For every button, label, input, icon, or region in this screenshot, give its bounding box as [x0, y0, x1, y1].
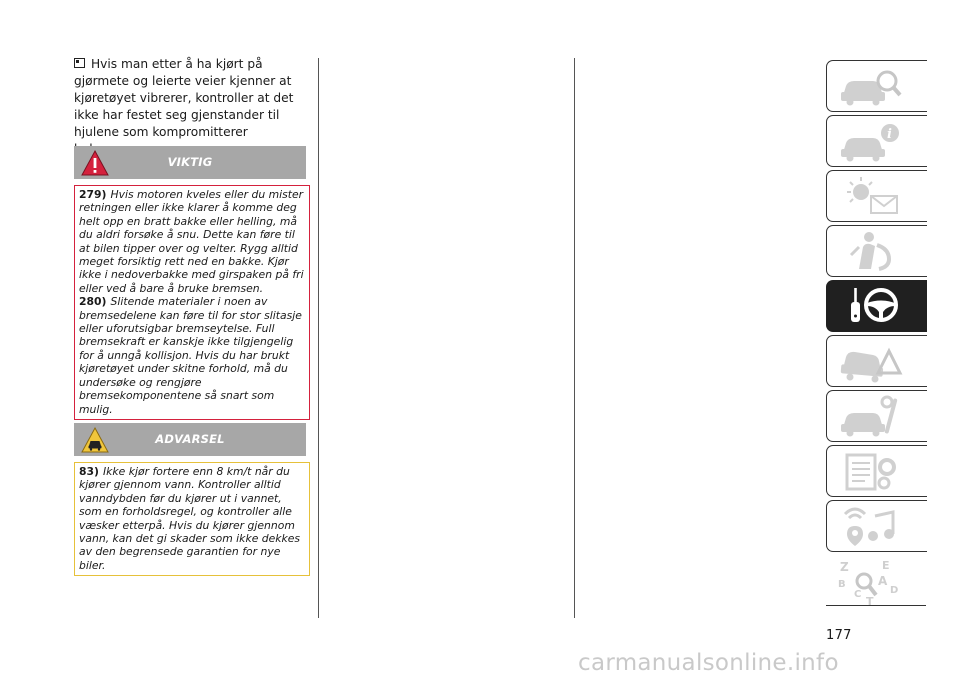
svg-text:i: i [887, 127, 892, 142]
index-letter: B [838, 579, 846, 590]
warning-item-text: Slitende materialer i noen av bremsedelene kan føre til for stor slitasje eller uforutsigbar bremseytelse. Full bremsekraft er kanskje ikke tilgjengelig for å unngå kollisjon. Hvis du har brukt kjøretøyet under skitne forhold, må du undersøke og rengjøre bremsekomponentene så snart som mulig. [79, 295, 302, 416]
index-letter: Z [840, 560, 849, 574]
caution-item-number: 83) [79, 465, 99, 478]
tab-starting-driving[interactable] [826, 280, 927, 332]
tab-maintenance[interactable] [826, 390, 927, 442]
index-letter: C [854, 589, 862, 600]
intro-text: Hvis man etter å ha kjørt på gjørmete og leierte veier kjenner at kjøretøyet vibrerer, kontroller at det ikke har festet seg gjenstander til hjulene som kompromitterer [74, 57, 294, 139]
warning-item-text: Hvis motoren kveles eller du mister retningen eller ikke klarer å komme deg helt opp en bratt bakke eller helling, må du aldri forsøke å snu. Dette kan føre til at bilen tipper over og velter. Rygg alltid meget forsiktig rett ned en bakke. Kjør ikke i nedoverbakke med girspaken på fri eller ved å bare å bruke bremsen. [79, 188, 304, 295]
tab-car-info[interactable] [826, 115, 927, 167]
car-breakdown-icon [837, 339, 907, 383]
tab-technical-data[interactable] [826, 445, 927, 497]
warning-item [79, 188, 307, 295]
warning-banner [74, 146, 306, 179]
warning-title: VIKTIG [167, 155, 213, 169]
caution-banner [74, 423, 306, 456]
technical-data-icon [837, 449, 907, 493]
column-divider [318, 58, 319, 618]
index-letter: A [878, 574, 888, 588]
intro-paragraph [74, 56, 306, 158]
tab-car-search[interactable] [826, 60, 927, 112]
warning-item-number: 279) [79, 188, 107, 201]
page-number: 177 [826, 628, 852, 643]
tab-warning-lights[interactable] [826, 170, 927, 222]
warning-item [79, 295, 307, 416]
tab-multimedia[interactable] [826, 500, 927, 552]
warning-item-number: 280) [79, 295, 107, 309]
tab-alphabetical-index[interactable] [826, 555, 926, 606]
multimedia-icon [837, 504, 907, 548]
car-info-icon [837, 119, 907, 163]
column-divider [574, 58, 575, 618]
index-letter: D [890, 585, 899, 596]
index-letter: T [866, 595, 874, 607]
tab-breakdown[interactable] [826, 335, 927, 387]
alphabetical-index-icon [836, 557, 906, 607]
car-search-icon [837, 64, 907, 108]
square-bullet-icon [74, 58, 85, 68]
caution-box [74, 462, 310, 576]
index-letter: E [882, 559, 890, 572]
warning-box [74, 185, 310, 420]
caution-item [79, 465, 307, 572]
watermark: carmanualsonline.info [578, 650, 839, 676]
airbag-safety-icon [837, 229, 907, 273]
car-service-icon [837, 394, 907, 438]
caution-item-text: Ikke kjør fortere enn 8 km/t når du kjører gjennom vann. Kontroller alltid vanndybden før du kjører ut i vannet, som en forholdsregel, og kontroller alle væsker etterpå. Hvis du kjører gjennom vann, kan det gi skader som ikke dekkes av den begrensede garantien for nye biler. [79, 465, 301, 572]
tab-airbag-safety[interactable] [826, 225, 927, 277]
warning-lights-icon [837, 174, 907, 218]
caution-title: ADVARSEL [155, 432, 225, 446]
key-steering-wheel-icon [837, 284, 907, 328]
